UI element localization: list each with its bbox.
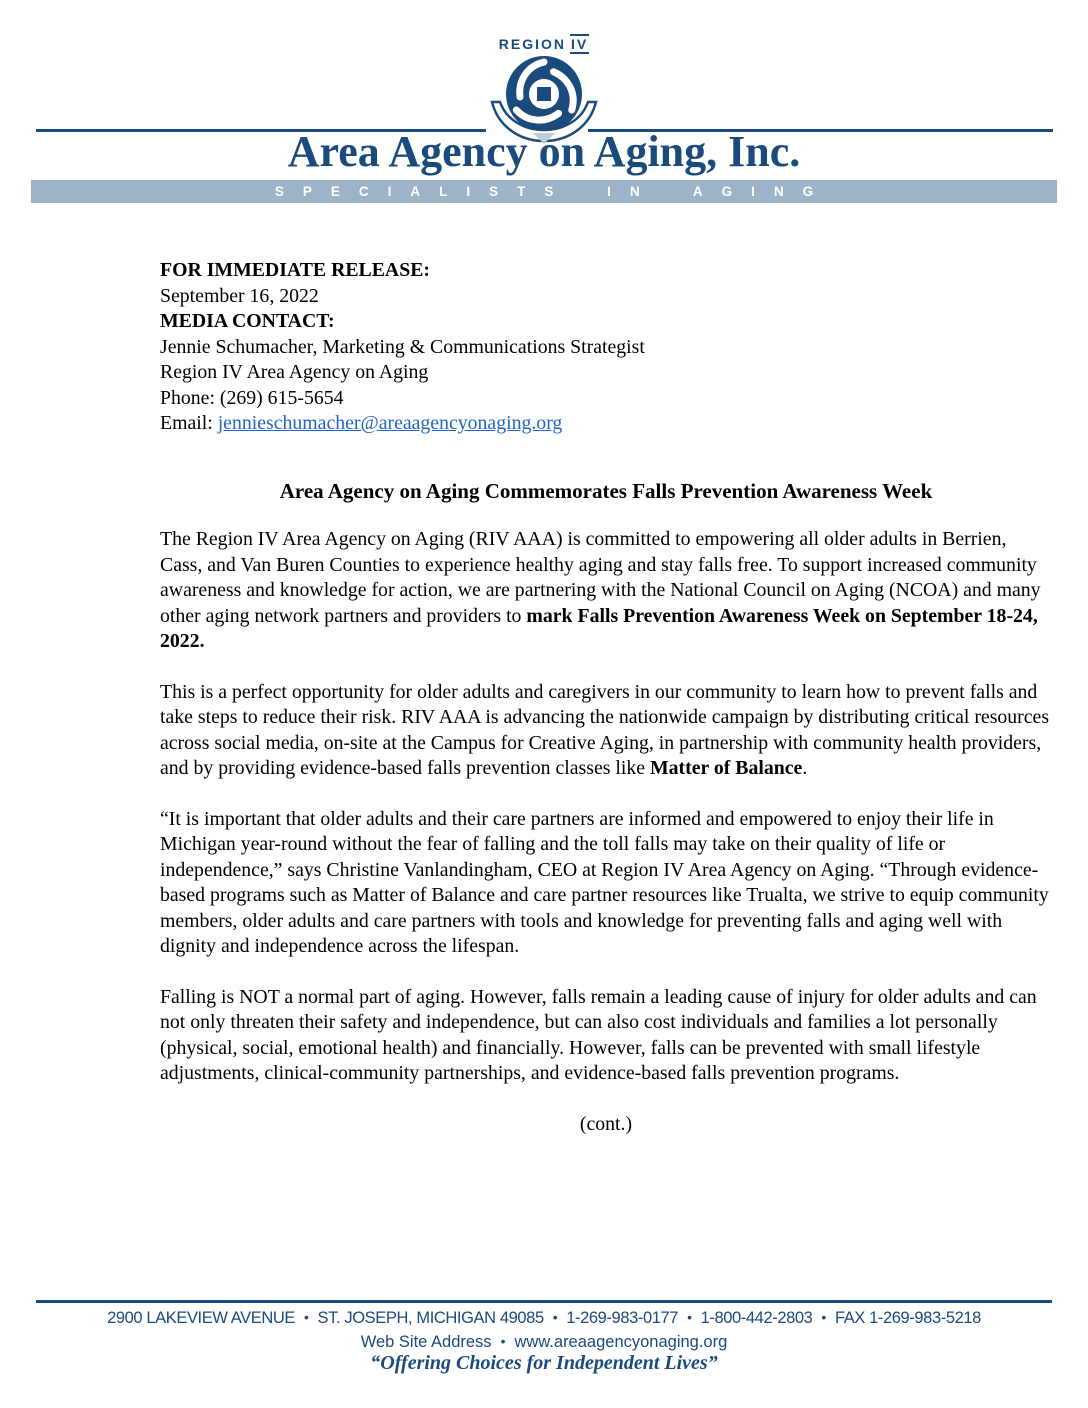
body-paragraph: “It is important that older adults and their care partners are informed and empowered to enjoy their life in Michigan year-round without the fear of falling and the toll falls may take on their quality of life or independence,” says Christine Vanlandingham, CEO at Region IV Area Agency on Aging. “Through evidence-based programs such as Matter of Balance and care partner resources like Trualta, we strive to equip community members, older adults and care partners with tools and knowledge for preventing falls and aging well with dignity and independence across the lifespan. [160,807,1049,957]
specialists-bar-text: SPECIALISTS IN AGING [274,184,833,199]
bullet-separator: • [687,1309,692,1325]
footer-address-item: 2900 LAKEVIEW AVENUE [107,1309,296,1327]
paragraphs-container [160,527,1052,1087]
footer-rule [36,1300,1052,1303]
footer-tagline: “Offering Choices for Independent Lives” [370,1352,718,1374]
contact-name: Jennie Schumacher, Marketing & Communications Strategist [160,335,645,358]
body-paragraph: The Region IV Area Agency on Aging (RIV AAA) is committed to empowering all older adults in Berrien, Cass, and Van Buren Counties to experience healthy aging and stay falls free. To support increased community awareness and knowledge for action, we are partnering with the National Council on Aging (NCOA) and many other aging network partners and providers to mark Falls Prevention Awareness Week on September 18-24, 2022. [160,528,1041,652]
region-label [0,36,1088,52]
footer-address-item: ST. JOSEPH, MICHIGAN 49085 [317,1309,544,1327]
release-date: September 16, 2022 [160,284,319,307]
footer-address-line [0,1309,1088,1328]
body-paragraph: This is a perfect opportunity for older adults and caregivers in our community to learn how to prevent falls and take steps to reduce their risk. RIV AAA is advancing the nationwide campaign by distributing critical resources across social media, on-site at the Campus for Creative Aging, in partnership with community health providers, and by providing evidence-based falls prevention classes like Matter of Balance. [160,680,1050,779]
headline: Area Agency on Aging Commemorates Falls Prevention Awareness Week [279,478,933,503]
release-label: FOR IMMEDIATE RELEASE: [160,259,431,281]
email-link[interactable]: jennieschumacher@areaagencyonaging.org [217,412,563,434]
continuation-marker: (cont.) [579,1112,633,1135]
footer-address-item: FAX 1-269-983-5218 [834,1309,981,1327]
media-contact-label: MEDIA CONTACT: [160,310,335,332]
footer-website-line [0,1333,1088,1352]
website-url: www.areaagencyonaging.org [514,1333,728,1351]
bullet-separator: • [552,1309,558,1325]
contact-org: Region IV Area Agency on Aging [160,361,429,383]
organization-name: Area Agency on Aging, Inc. [287,127,801,176]
contact-email-line [160,411,1052,437]
bullet-separator: • [304,1309,309,1325]
footer-address-item: 1-800-442-2803 [700,1309,813,1327]
body-paragraph: Falling is NOT a normal part of aging. However, falls remain a leading cause of injury for older adults and can not only threaten their safety and independence, but can also cost individuals and families a lot personally (physical, social, emotional health) and financially. However, falls can be prevented with small lifestyle adjustments, clinical-community partnerships, and evidence-based falls prevention programs. [160,985,1037,1084]
specialists-bar [31,180,1057,203]
region-numeral: IV [571,36,589,52]
document-body [160,258,1052,1137]
contact-phone: Phone: (269) 615-5654 [160,386,344,409]
footer-address-item: 1-269-983-0177 [566,1309,679,1327]
region-word: REGION [498,36,566,52]
bullet-separator: • [500,1333,506,1349]
bullet-separator: • [821,1309,826,1325]
website-label: Web Site Address [360,1333,492,1351]
email-label: Email: [160,412,218,434]
